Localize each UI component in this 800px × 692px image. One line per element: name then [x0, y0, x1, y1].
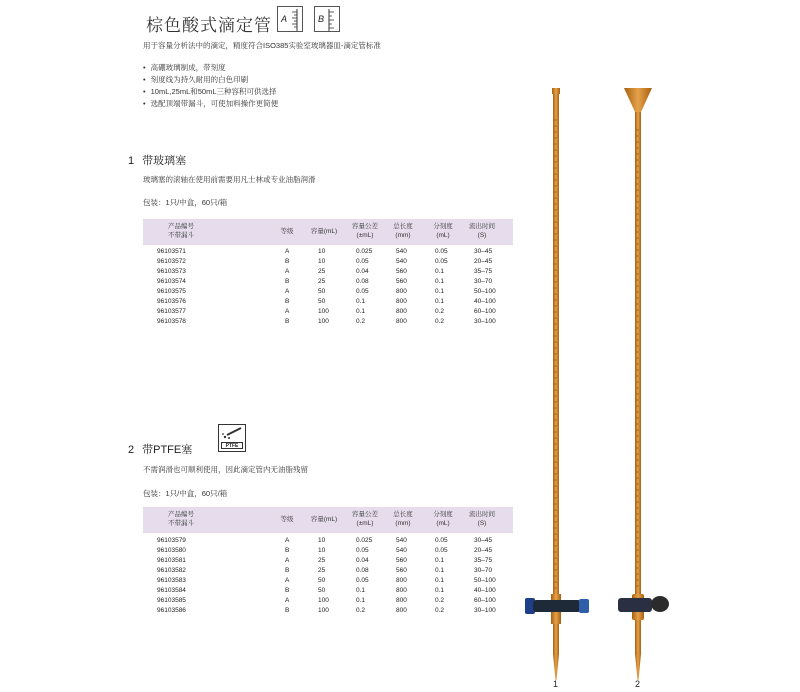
- table-row: [143, 297, 513, 307]
- cell-tolerance: 0.05: [356, 577, 369, 584]
- table-row: [143, 576, 513, 586]
- cell-length: 560: [396, 268, 407, 275]
- grade-a-letter: A: [281, 14, 288, 24]
- cell-division: 0.1: [435, 567, 445, 574]
- cell-division: 0.05: [435, 248, 448, 255]
- section1-title: [128, 152, 186, 168]
- col-tolerance: 容量公差 (±mL): [352, 223, 378, 239]
- cell-division: 0.05: [435, 537, 448, 544]
- cell-code: 96103583: [157, 577, 186, 584]
- table-row: [143, 546, 513, 556]
- col-code: 产品编号 不带漏斗: [168, 511, 194, 527]
- table-row: [143, 536, 513, 546]
- section1-table-header: [143, 219, 513, 245]
- col-code: 产品编号 不带漏斗: [168, 223, 194, 239]
- cell-length: 800: [396, 607, 407, 614]
- col-capacity: 容量(mL): [310, 228, 338, 235]
- cell-code: 96103575: [157, 288, 186, 295]
- cell-capacity: 25: [318, 268, 326, 275]
- grade-b-icon: [314, 6, 340, 32]
- cell-capacity: 100: [318, 308, 329, 315]
- feature-item: • 10mL,25mL和50mL三种容积可供选择: [143, 86, 278, 98]
- cell-tolerance: 0.04: [356, 268, 369, 275]
- cell-time: 40–100: [474, 587, 496, 594]
- cell-capacity: 100: [318, 607, 329, 614]
- section2-table-header: [143, 507, 513, 533]
- section2-title-text: 带PTFE塞: [142, 444, 193, 456]
- col-division: 分刻度 (mL): [433, 511, 453, 527]
- grade-a-icon: [277, 6, 303, 32]
- section2-note: 不需润滑也可顺利使用，因此滴定管内无油脂残留: [143, 465, 308, 474]
- section1-table-body: [143, 247, 513, 327]
- cell-length: 800: [396, 318, 407, 325]
- cell-grade: B: [285, 567, 290, 574]
- cell-code: 96103576: [157, 298, 186, 305]
- cell-division: 0.05: [435, 258, 448, 265]
- table-row: [143, 267, 513, 277]
- cell-time: 60–100: [474, 308, 496, 315]
- cell-tolerance: 0.04: [356, 557, 369, 564]
- cell-time: 30–45: [474, 537, 493, 544]
- table-row: [143, 277, 513, 287]
- cell-time: 30–70: [474, 278, 493, 285]
- cell-code: 96103578: [157, 318, 186, 325]
- cell-tolerance: 0.1: [356, 308, 366, 315]
- table-row: [143, 596, 513, 606]
- table-row: [143, 257, 513, 267]
- cell-division: 0.1: [435, 298, 445, 305]
- table-row: [143, 556, 513, 566]
- col-grade: 等级: [280, 516, 294, 523]
- ptfe-icon: [218, 424, 246, 452]
- cell-tolerance: 0.1: [356, 597, 366, 604]
- col-grade: 等级: [280, 228, 294, 235]
- table-row: [143, 566, 513, 576]
- cell-time: 35–75: [474, 557, 493, 564]
- cell-tolerance: 0.1: [356, 298, 366, 305]
- cell-length: 800: [396, 577, 407, 584]
- col-length: 总长度 (mm): [393, 511, 413, 527]
- table-row: [143, 317, 513, 327]
- section2-pack: 包装：1只/中盒，60只/箱: [143, 489, 228, 498]
- cell-length: 560: [396, 557, 407, 564]
- cell-length: 800: [396, 597, 407, 604]
- cell-grade: B: [285, 298, 290, 305]
- cell-time: 50–100: [474, 577, 496, 584]
- cell-grade: A: [285, 288, 290, 295]
- cell-length: 540: [396, 547, 407, 554]
- cell-grade: B: [285, 547, 290, 554]
- feature-item: • 选配顶端带漏斗，可使加料操作更简便: [143, 98, 278, 110]
- cell-tolerance: 0.05: [356, 288, 369, 295]
- cell-length: 540: [396, 248, 407, 255]
- col-length: 总长度 (mm): [393, 223, 413, 239]
- col-tolerance: 容量公差 (±mL): [352, 511, 378, 527]
- cell-code: 96103581: [157, 557, 186, 564]
- col-capacity: 容量(mL): [310, 516, 338, 523]
- cell-tolerance: 0.05: [356, 258, 369, 265]
- cell-tolerance: 0.025: [356, 537, 373, 544]
- cell-code: 96103573: [157, 268, 186, 275]
- intro-text: 用于容量分析法中的滴定，精度符合ISO385实验室玻璃器皿-滴定管标准: [143, 41, 381, 50]
- cell-grade: A: [285, 268, 290, 275]
- burette-1: [525, 88, 589, 680]
- cell-length: 540: [396, 258, 407, 265]
- cell-capacity: 10: [318, 258, 326, 265]
- section1-note: 玻璃塞的滚轴在使用前需要用凡士林或专业油脂润滑: [143, 175, 316, 184]
- cell-code: 96103580: [157, 547, 186, 554]
- cell-grade: A: [285, 537, 290, 544]
- cell-division: 0.1: [435, 587, 445, 594]
- cell-division: 0.1: [435, 577, 445, 584]
- cell-time: 60–100: [474, 597, 496, 604]
- cell-division: 0.05: [435, 547, 448, 554]
- cell-capacity: 10: [318, 547, 326, 554]
- cell-length: 560: [396, 567, 407, 574]
- cell-time: 30–70: [474, 567, 493, 574]
- cell-code: 96103577: [157, 308, 186, 315]
- cell-capacity: 50: [318, 577, 326, 584]
- page-title: 棕色酸式滴定管: [146, 16, 272, 35]
- section1-pack: 包装：1只/中盒，60只/箱: [143, 198, 228, 207]
- cell-code: 96103574: [157, 278, 186, 285]
- cell-tolerance: 0.08: [356, 567, 369, 574]
- cell-tolerance: 0.08: [356, 278, 369, 285]
- grade-b-letter: B: [318, 14, 325, 24]
- cell-grade: B: [285, 258, 290, 265]
- burette-1-caption: 1: [553, 679, 559, 689]
- cell-capacity: 25: [318, 567, 326, 574]
- cell-code: 96103582: [157, 567, 186, 574]
- cell-division: 0.1: [435, 288, 445, 295]
- cell-grade: B: [285, 278, 290, 285]
- cell-time: 30–100: [474, 607, 496, 614]
- cell-capacity: 50: [318, 288, 326, 295]
- cell-capacity: 10: [318, 248, 326, 255]
- cell-division: 0.2: [435, 318, 445, 325]
- cell-grade: A: [285, 248, 290, 255]
- table-row: [143, 287, 513, 297]
- cell-time: 30–45: [474, 248, 493, 255]
- section2-table-body: [143, 536, 513, 616]
- cell-capacity: 100: [318, 597, 329, 604]
- cell-division: 0.1: [435, 278, 445, 285]
- cell-time: 35–75: [474, 268, 493, 275]
- section2-number: 2: [128, 444, 135, 456]
- cell-grade: B: [285, 318, 290, 325]
- burette-2-caption: 2: [635, 679, 641, 689]
- cell-division: 0.2: [435, 597, 445, 604]
- cell-division: 0.1: [435, 557, 445, 564]
- cell-division: 0.1: [435, 268, 445, 275]
- cell-tolerance: 0.1: [356, 587, 366, 594]
- col-time: 流出时间 (S): [469, 511, 495, 527]
- cell-length: 560: [396, 278, 407, 285]
- col-division: 分刻度 (mL): [433, 223, 453, 239]
- cell-length: 800: [396, 288, 407, 295]
- cell-code: 96103572: [157, 258, 186, 265]
- feature-item: • 高硼玻璃制成，带刻度: [143, 62, 278, 74]
- cell-code: 96103571: [157, 248, 186, 255]
- cell-time: 20–45: [474, 258, 493, 265]
- cell-code: 96103584: [157, 587, 186, 594]
- cell-length: 800: [396, 298, 407, 305]
- cell-capacity: 50: [318, 298, 326, 305]
- table-row: [143, 586, 513, 596]
- cell-code: 96103585: [157, 597, 186, 604]
- cell-grade: A: [285, 597, 290, 604]
- cell-division: 0.2: [435, 607, 445, 614]
- table-row: [143, 307, 513, 317]
- feature-list: [143, 62, 278, 110]
- cell-grade: A: [285, 308, 290, 315]
- burette-illustration: [500, 0, 700, 692]
- section1-number: 1: [128, 155, 135, 167]
- cell-length: 540: [396, 537, 407, 544]
- cell-tolerance: 0.2: [356, 318, 366, 325]
- cell-grade: B: [285, 607, 290, 614]
- cell-grade: B: [285, 587, 290, 594]
- cell-capacity: 50: [318, 587, 326, 594]
- cell-time: 40–100: [474, 298, 496, 305]
- col-time: 流出时间 (S): [469, 223, 495, 239]
- cell-code: 96103579: [157, 537, 186, 544]
- cell-tolerance: 0.2: [356, 607, 366, 614]
- cell-time: 30–100: [474, 318, 496, 325]
- feature-item: • 刻度线为持久耐用的白色印刷: [143, 74, 278, 86]
- cell-tolerance: 0.05: [356, 547, 369, 554]
- table-row: [143, 606, 513, 616]
- cell-grade: A: [285, 577, 290, 584]
- table-row: [143, 247, 513, 257]
- ptfe-label: PTFE: [221, 442, 243, 449]
- cell-tolerance: 0.025: [356, 248, 373, 255]
- cell-time: 20–45: [474, 547, 493, 554]
- burette-2: [618, 88, 669, 680]
- cell-capacity: 10: [318, 537, 326, 544]
- cell-grade: A: [285, 557, 290, 564]
- cell-capacity: 25: [318, 278, 326, 285]
- cell-division: 0.2: [435, 308, 445, 315]
- section1-title-text: 带玻璃塞: [142, 155, 187, 167]
- cell-length: 800: [396, 587, 407, 594]
- section2-title: [128, 441, 192, 457]
- cell-code: 96103586: [157, 607, 186, 614]
- cell-length: 800: [396, 308, 407, 315]
- cell-capacity: 25: [318, 557, 326, 564]
- cell-time: 50–100: [474, 288, 496, 295]
- cell-capacity: 100: [318, 318, 329, 325]
